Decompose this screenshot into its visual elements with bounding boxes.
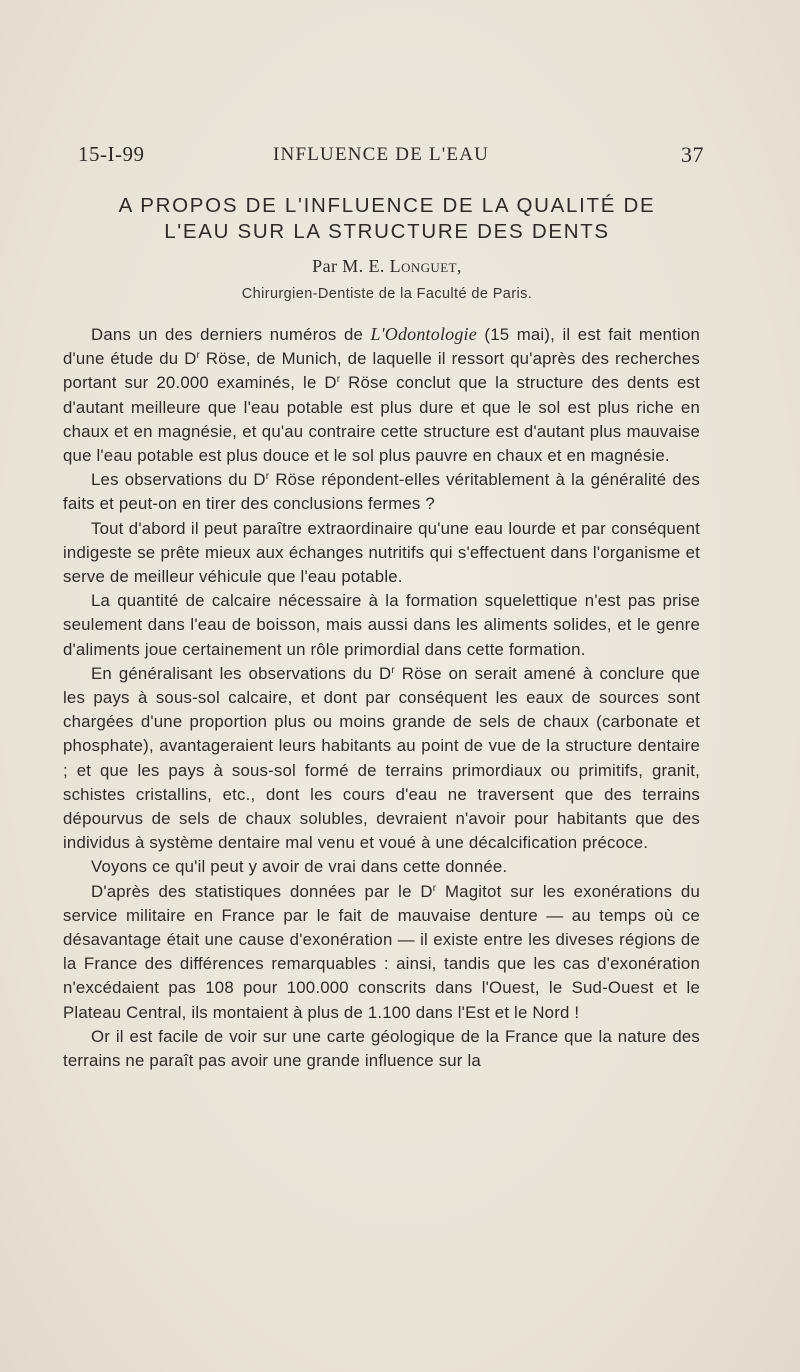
paragraph-1 <box>63 322 700 468</box>
paragraph-5-text-b: Röse on serait amené à conclure que les pays à sous-sol calcaire, et dont par conséquent les eaux de sources sont chargées d'une proportion plus ou moins grande de sels de chaux (carbonate et phosphate), avantageraient leurs habitants au point de vue de la structure dentaire ; et que les pays à sous-sol formé de terrains primordiaux ou primitifs, granit, schistes cristallins, etc., dont les cours d'eau ne traversent que des terrains dépourvus de sels de chaux solubles, devraient n'avoir pour habitants que des individus à système dentaire mal venu et voué à une décalcification précoce. <box>63 663 700 853</box>
paragraph-4: La quantité de calcaire nécessaire à la formation squelettique n'est pas prise seulement dans l'eau de boisson, mais aussi dans les aliments solides, et le genre d'aliments joue certainement un rôle primordial dans cette formation. <box>63 591 700 659</box>
page-number: 37 <box>681 142 704 167</box>
paragraph-1-text-c: Röse, de Munich, de laquelle il ressort qu'après des recherches portant sur 20.000 examinés, le D <box>63 349 700 393</box>
article-title <box>70 193 704 245</box>
running-header <box>78 142 704 170</box>
paragraph-1-text-b: (15 mai), il est fait mention d'une étude du D <box>63 325 701 369</box>
superscript: r <box>336 374 341 386</box>
journal-title: L'Odontologie <box>370 324 477 344</box>
paragraph-2-text-a: Les observations du D <box>91 470 266 490</box>
article-body <box>63 322 700 1073</box>
superscript: r <box>196 350 201 362</box>
paragraph-6: Voyons ce qu'il peut y avoir de vrai dans cette donnée. <box>91 857 508 877</box>
paragraph-7-text-b: Magitot sur les exonérations du service militaire en France par le fait de mauvaise denture — au temps où ce désavantage était une cause d'exonération — il existe entre les diveses régions de la France des différences remarquables : ainsi, tandis que les cas d'exonération n'excédaient pas 108 pour 100.000 conscrits dans l'Ouest, le Sud-Ouest et le Plateau Central, ils montaient à plus de 1.100 dans l'Est et le Nord ! <box>63 881 700 1022</box>
paragraph-7 <box>63 880 700 1025</box>
superscript: r <box>432 882 437 894</box>
author-name: Longuet, <box>389 256 462 276</box>
paragraph-7-text-a: D'après des statistiques données par le D <box>91 881 433 901</box>
byline <box>70 256 704 277</box>
superscript: r <box>265 471 270 483</box>
byline-prefix: Par M. E. <box>312 256 390 276</box>
article-title-line-2: L'EAU SUR LA STRUCTURE DES DENTS <box>164 220 610 243</box>
superscript: r <box>391 664 395 676</box>
paragraph-1-text-a: Dans un des derniers numéros de <box>91 325 371 344</box>
author-affiliation: Chirurgien-Dentiste de la Faculté de Paris. <box>241 286 533 302</box>
paragraph-2-text-b: Röse répondent-elles véritablement à la généralité des faits et peut-on en tirer des conclusions fermes ? <box>63 470 700 514</box>
paragraph-5-text-a: En généralisant les observations du D <box>91 663 392 683</box>
header-date: 15-I-99 <box>78 142 145 166</box>
paragraph-5 <box>63 662 700 856</box>
paragraph-2 <box>63 468 700 516</box>
paragraph-8: Or il est facile de voir sur une carte géologique de la France que la nature des terrains ne paraît pas avoir une grande influence sur la <box>63 1026 700 1071</box>
paragraph-3: Tout d'abord il peut paraître extraordinaire qu'une eau lourde et par conséquent indigeste se prête mieux aux échanges nutritifs qui s'effectuent dans l'organisme et serve de meilleur véhicule que l'eau potable. <box>63 518 700 587</box>
header-running-title: INFLUENCE DE L'EAU <box>273 144 490 165</box>
article-title-line-1: A PROPOS DE L'INFLUENCE DE LA QUALITÉ DE <box>118 194 656 217</box>
paragraph-1-text-d: Röse conclut que la structure des dents est d'autant meilleure que l'eau potable est plus dure et que le sol est plus riche en chaux et en magnésie, et qu'au contraire cette structure est d'autant plus mauvaise que l'eau potable est plus douce et le sol plus pauvre en chaux et en magnésie. <box>63 373 700 466</box>
